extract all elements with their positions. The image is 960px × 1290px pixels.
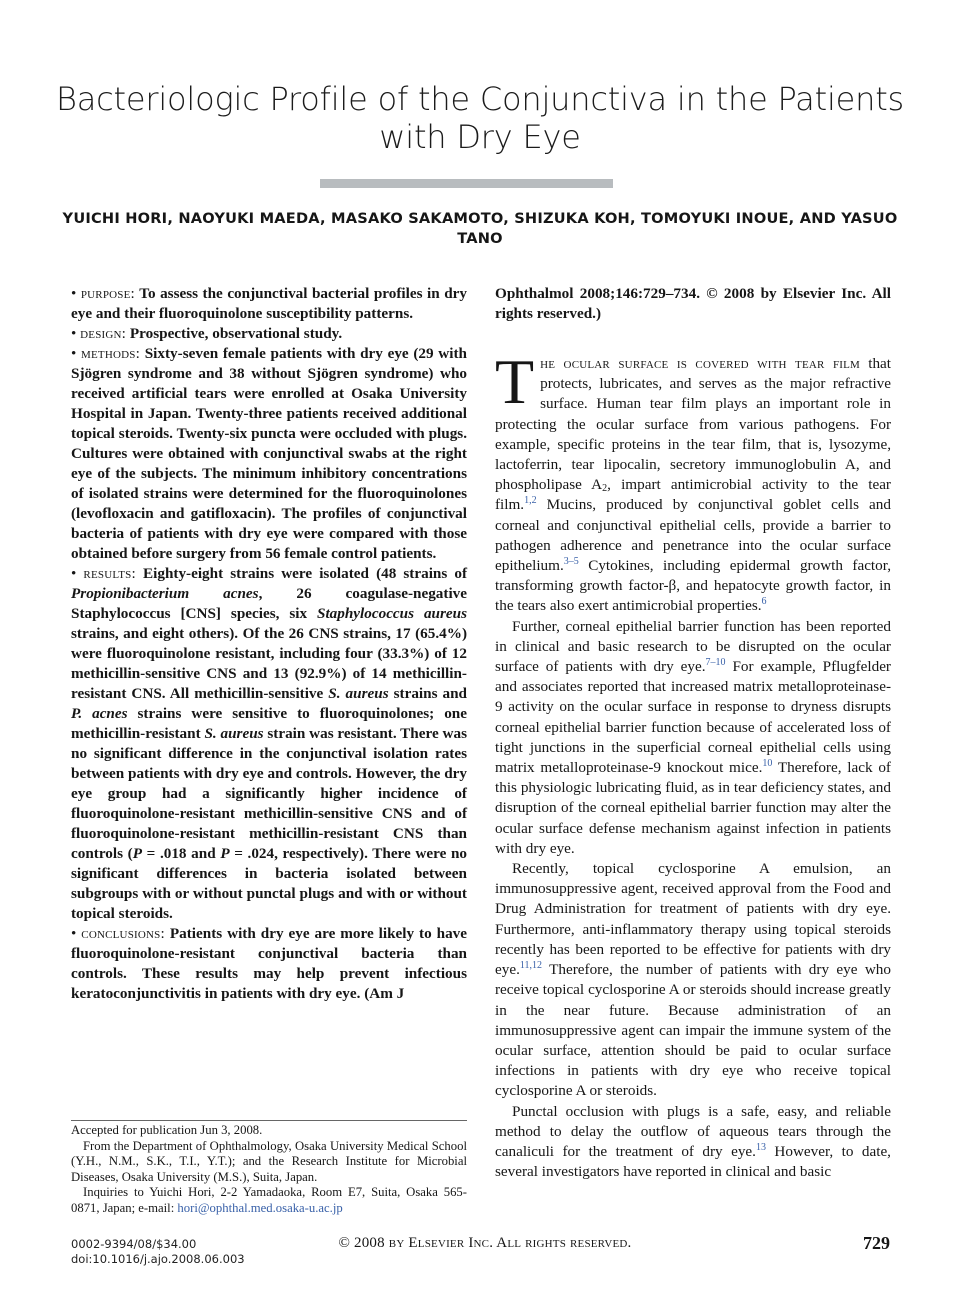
reference-link[interactable]: 13 (755, 1141, 766, 1153)
bullet: • (71, 345, 77, 362)
methods-label: methods: (81, 345, 141, 362)
abstract-citation: Ophthalmol 2008;146:729–734. © 2008 by Elsevier Inc. All rights reserved.) (495, 285, 891, 322)
body-paragraph (495, 859, 891, 1101)
bullet: • (71, 325, 77, 342)
abstract-design (71, 324, 467, 344)
abstract-column (71, 284, 467, 1004)
doi: doi:10.1016/j.ajo.2008.06.003 (71, 1251, 245, 1266)
results-text: strains were sensitive to fluoroquinolones; one methicillin-resistant (71, 705, 467, 742)
results-species: Propionibacterium acnes (71, 585, 259, 602)
correspondence (71, 1185, 467, 1216)
results-label: results: (83, 565, 136, 582)
body-text: Further, corneal epithelial barrier function has been reported in clinical and basic research to be disrupted on the ocular surface of patients with dry eye. (495, 617, 891, 676)
article-title: Bacteriologic Profile of the Conjunctiva in the Patients with Dry Eye (55, 80, 905, 156)
body-text: Mucins, produced by conjunctival goblet cells and corneal and conjunctival epithelial cells, provide a barrier to pathogen adherence and penetrance into the ocular surface epithelium. (495, 496, 891, 575)
correspondence-text: Inquiries to Yuichi Hori, 2-2 Yamadaoka, Room E7, Suita, Osaka 565-0871, Japan; e-mail: (71, 1185, 467, 1215)
body-paragraph (495, 1102, 891, 1183)
body-text: Punctal occlusion with plugs is a safe, easy, and reliable method to delay the outflow of aqueous tears through the canaliculi for the treatment of dry eye. (495, 1102, 891, 1160)
reference-link[interactable]: 7–10 (705, 656, 726, 668)
abstract-purpose (71, 284, 467, 324)
accepted-date: Accepted for publication Jun 3, 2008. (71, 1123, 263, 1137)
reference-link[interactable]: 1,2 (524, 495, 537, 507)
body-column (495, 284, 891, 1182)
article-footnote (71, 1120, 467, 1216)
body-text: For example, Pflugfelder and associates reported that increased matrix metalloproteinase-9 activity on the ocular surface in response to dryness disrupts corneal epithelial barrier function because of accelerated loss of tight junctions in the superficial corneal epithelial cells using matrix metalloproteinase-9 knockout mice. (495, 658, 891, 777)
footer-identifiers (71, 1237, 245, 1266)
reference-link[interactable]: 6 (761, 596, 767, 608)
body-text: Therefore, the number of patients with dry eye who receive topical cyclosporine A or steroids should increase greatly in the near future. Because administration of an immunosuppressive agent can impair the immune system of the ocular surface, attention should be paid to ocular surface infections in patients with dry eye who receive topical cyclosporine A or steroids. (495, 961, 891, 1100)
results-text: strains, and eight others). Of the 26 CNS strains, 17 (65.4%) were fluoroquinolone resistant, including four (33.3%) of 12 methicillin-sensitive CNS and 13 (92.9%) of 14 methicillin-resistant CNS. All methicillin-sensitive (71, 625, 467, 702)
footer-copyright: © 2008 by Elsevier Inc. All rights reserved. (338, 1235, 632, 1251)
body-text: that protects, lubricates, and serves as the major refractive surface. Human tear film plays an important role in protecting the ocular surface from various pathogens. For example, specific proteins in the tear film, that is, lysozyme, lactoferrin, tear lipocalin, secretory immunoglobulin A, and phospholipase A (495, 355, 891, 494)
introduction (495, 346, 891, 1182)
abstract-methods (71, 344, 467, 564)
results-text: = .018 and (142, 845, 221, 862)
drop-cap: T (495, 346, 535, 417)
affiliation: From the Department of Ophthalmology, Osaka University Medical School (Y.H., N.M., S.K., T.I., Y.T.); and the Research Institute for Microbial Diseases, Osaka University (M.S.), Suita, Japan. (71, 1138, 467, 1184)
p-value-symbol: P (220, 845, 230, 862)
design-text: Prospective, observational study. (129, 325, 343, 342)
reference-link[interactable]: 10 (762, 758, 773, 769)
bullet: • (71, 285, 77, 302)
design-label: design: (80, 325, 127, 342)
results-species: S. aureus (328, 685, 389, 702)
conclusions-text: Patients with dry eye are more likely to have fluoroquinolone-resistant conjunctival bacteria than controls. These results may help prevent infectious keratoconjunctivitis in patients with dry eye. (Am J (71, 925, 468, 1002)
body-text: Therefore, lack of this physiologic lubricating fluid, as in tear deficiency states, and disruption of the corneal epithelial barrier function may alter the ocular surface defense mechanism against infection in patients with dry eye. (495, 759, 891, 857)
bullet: • (71, 925, 77, 942)
body-text: However, to date, several investigators have reported in clinical and basic (495, 1142, 891, 1181)
body-paragraph (495, 617, 891, 859)
results-text: Eighty-eight strains were isolated (48 strains of (143, 565, 468, 582)
results-species: S. aureus (204, 725, 264, 742)
page-number: 729 (863, 1233, 890, 1253)
email-link[interactable]: hori@ophthal.med.osaka-u.ac.jp (177, 1200, 343, 1215)
lead-in: he ocular surface is covered with tear film (540, 355, 861, 372)
results-text: strain was resistant. There was no significant difference in the conjunctival isolation rates between patients with dry eye and controls. However, the dry eye group had a significantly higher incidence of fluoroquinolone-resistant methicillin-sensitive CNS and of fluoroquinolone-resistant methicillin-resistant CNS than controls ( (71, 725, 467, 862)
author-list: YUICHI HORI, NAOYUKI MAEDA, MASAKO SAKAMOTO, SHIZUKA KOH, TOMOYUKI INOUE, AND YASUO TANO (62, 210, 898, 247)
abstract (71, 284, 467, 1004)
reference-link[interactable]: 3–5 (563, 555, 579, 567)
issn: 0002-9394/08/$34.00 (71, 1237, 197, 1251)
purpose-text: To assess the conjunctival bacterial profiles in dry eye and their fluoroquinolone susceptibility patterns. (71, 285, 467, 322)
body-text: Cytokines, including epidermal growth factor, transforming growth factor-β, and hepatocyte growth factor, in the tears also exert antimicrobial properties. (495, 557, 891, 615)
results-species: Staphylococcus aureus (317, 605, 467, 622)
abstract-results (71, 564, 467, 924)
reference-link[interactable]: 11,12 (519, 960, 543, 972)
abstract-conclusions (71, 924, 467, 1004)
p-value-symbol: P (132, 845, 143, 862)
methods-text: Sixty-seven female patients with dry eye (29 with Sjögren syndrome and 38 without Sjögren syndrome) who received artificial tears were enrolled at Osaka University Hospital in Japan. Twenty-three patients received additional topical steroids. Twenty-six puncta were occluded with plugs. Cultures were obtained with conjunctival swabs at the right eye of the subjects. The minimum inhibitory concentrations of isolated strains were determined for the fluoroquinolones (levofloxacin and gatifloxacin). The profiles of conjunctival bacteria of patients with dry eye were compared with those obtained before surgery from 56 female control patients. (71, 345, 467, 562)
subscript: 2 (602, 483, 608, 495)
purpose-label: purpose: (80, 285, 135, 302)
body-text: Recently, topical cyclosporine A emulsion, an immunosuppressive agent, received approval from the Food and Drug Administration for treatment of patients with dry eye. Furthermore, anti-inflammatory therapy using topical steroids recently has been reported to be effective for patients with dry eye. (495, 860, 891, 979)
body-paragraph (495, 346, 891, 617)
results-species: P. acnes (71, 705, 128, 722)
conclusions-label: conclusions: (81, 925, 165, 942)
results-text: = .024, respectively). There were no significant differences in bacteria isolated between subgroups with or without punctal plugs and with or without topical steroids. (71, 845, 467, 922)
results-text: , 26 coagulase-negative Staphylococcus [CNS] species, six (71, 585, 467, 622)
title-divider (320, 179, 613, 188)
body-text: , impart antimicrobial activity to the tear film. (495, 476, 891, 514)
bullet: • (71, 565, 77, 582)
results-text: strains and (388, 685, 468, 702)
